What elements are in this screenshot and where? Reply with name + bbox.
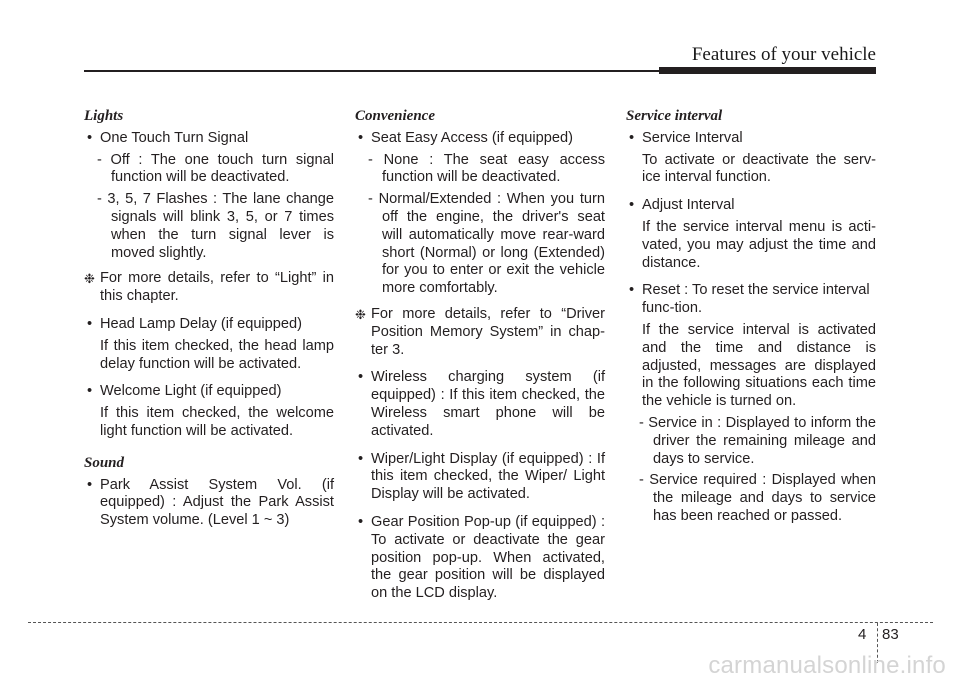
note-text: For more details, refer to “Driver Position Memory System” in chap-ter 3.	[371, 305, 605, 358]
subitem-service-in: - Service in : Displayed to inform the driver the remaining mileage and days to service.	[639, 414, 876, 467]
item-service-interval: • Service Interval	[626, 130, 876, 148]
item-service-interval-desc: To activate or deactivate the serv-ice interval function.	[642, 151, 876, 186]
section-heading-convenience: Convenience	[355, 108, 435, 124]
note-driver-position	[355, 306, 605, 359]
footer-rule	[28, 622, 933, 623]
item-adjust-interval-desc: If the service interval menu is acti-vated, you may adjust the time and distance.	[642, 218, 876, 271]
subitem-normal-extended: - Normal/Extended : When you turn off the engine, the driver's seat will automatically move rear-ward short (Normal) or long (Extended) for you to enter or exit the vehicle more comfortably.	[368, 191, 605, 297]
subitem-none: - None : The seat easy access function will be deactivated.	[368, 151, 605, 186]
column-service-interval	[626, 108, 876, 526]
item-one-touch-turn-signal: • One Touch Turn Signal	[84, 130, 334, 148]
item-welcome-light: • Welcome Light (if equipped)	[84, 383, 334, 401]
section-heading-sound: Sound	[84, 454, 125, 471]
item-head-lamp-delay: • Head Lamp Delay (if equipped)	[84, 316, 334, 334]
item-wireless-charging: • Wireless charging system (if equipped) : If this item checked, the Wireless smart phone will be activated.	[355, 369, 605, 440]
subitem-off: - Off : The one touch turn signal function will be deactivated.	[97, 151, 334, 186]
item-reset: • Reset : To reset the service interval func-tion.	[626, 282, 876, 318]
item-gear-position-popup: • Gear Position Pop-up (if equipped) : To activate or deactivate the gear position pop-up. When activated, the gear position will be displayed on the LCD display.	[355, 514, 605, 603]
item-reset-desc: If the service interval is activated and the time and distance is adjusted, messages are displayed in the following situations each time the vehicle is turned on.	[642, 321, 876, 410]
section-heading-lights: Lights	[84, 108, 124, 124]
item-seat-easy-access: • Seat Easy Access (if equipped)	[355, 130, 605, 148]
column-lights-sound	[84, 108, 334, 530]
item-wiper-light-display: • Wiper/Light Display (if equipped) : If this item checked, the Wiper/ Light Display will be activated.	[355, 451, 605, 504]
page-number: 83	[882, 626, 899, 643]
item-park-assist-volume: • Park Assist System Vol. (if equipped) : Adjust the Park Assist System volume. (Level 1 ~ 3)	[84, 477, 334, 530]
note-icon: ❉	[84, 271, 95, 287]
subitem-flashes: - 3, 5, 7 Flashes : The lane change signals will blink 3, 5, or 7 times when the turn signal lever is moved slightly.	[97, 191, 334, 261]
note-light	[84, 270, 334, 306]
note-icon: ❉	[355, 306, 366, 322]
chapter-number: 4	[858, 626, 867, 643]
page-header-title: Features of your vehicle	[691, 44, 876, 65]
watermark: carmanualsonline.info	[708, 652, 946, 679]
header-rule-accent	[659, 67, 876, 74]
item-head-lamp-desc: If this item checked, the head lamp delay function will be activated.	[100, 337, 334, 372]
item-welcome-desc: If this item checked, the welcome light function will be activated.	[100, 405, 334, 439]
item-adjust-interval: • Adjust Interval	[626, 197, 876, 215]
section-heading-service: Service interval	[626, 108, 723, 124]
note-text: For more details, refer to “Light” in this chapter.	[100, 270, 334, 305]
column-convenience	[355, 108, 605, 603]
subitem-service-required: - Service required : Displayed when the mileage and days to service has been reached or passed.	[639, 472, 876, 524]
